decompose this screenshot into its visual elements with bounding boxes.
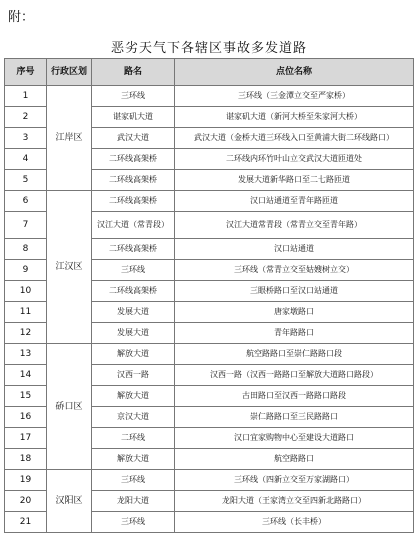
cell-road: 三环线 <box>92 470 175 491</box>
cell-road: 发展大道 <box>92 323 175 344</box>
cell-road: 三环线 <box>92 260 175 281</box>
cell-seq: 8 <box>5 239 47 260</box>
cell-location: 唐家墩路口 <box>175 302 414 323</box>
cell-seq: 11 <box>5 302 47 323</box>
cell-seq: 17 <box>5 428 47 449</box>
cell-road: 二环线高架桥 <box>92 191 175 212</box>
cell-seq: 12 <box>5 323 47 344</box>
table-row <box>5 191 414 212</box>
cell-location: 二环线内环竹叶山立交武汉大道匝道处 <box>175 149 414 170</box>
table-row <box>5 86 414 107</box>
cell-location: 青年路路口 <box>175 323 414 344</box>
cell-seq: 7 <box>5 212 47 239</box>
cell-seq: 5 <box>5 170 47 191</box>
cell-seq: 2 <box>5 107 47 128</box>
cell-location: 崇仁路路口至三民路路口 <box>175 407 414 428</box>
cell-seq: 15 <box>5 386 47 407</box>
cell-road: 龙阳大道 <box>92 491 175 512</box>
cell-road: 二环线 <box>92 428 175 449</box>
cell-seq: 19 <box>5 470 47 491</box>
accident-roads-table <box>4 58 414 533</box>
header-location: 点位名称 <box>175 59 414 86</box>
cell-road: 汉西一路 <box>92 365 175 386</box>
cell-seq: 20 <box>5 491 47 512</box>
cell-location: 汉西一路（汉西一路路口至解放大道路口路段） <box>175 365 414 386</box>
cell-district: 江岸区 <box>47 86 92 191</box>
table-row <box>5 344 414 365</box>
cell-seq: 6 <box>5 191 47 212</box>
cell-location: 汉口站通道至青年路匝道 <box>175 191 414 212</box>
cell-location: 三环线（常青立交至姑嫂树立交） <box>175 260 414 281</box>
cell-location: 谌家矶大道（新河大桥至朱家河大桥） <box>175 107 414 128</box>
cell-district: 汉阳区 <box>47 470 92 533</box>
table-row <box>5 470 414 491</box>
cell-location: 三眼桥路口至汉口站通道 <box>175 281 414 302</box>
cell-road: 发展大道 <box>92 302 175 323</box>
cell-road: 武汉大道 <box>92 128 175 149</box>
cell-seq: 10 <box>5 281 47 302</box>
cell-location: 航空路路口 <box>175 449 414 470</box>
cell-location: 汉口站通道 <box>175 239 414 260</box>
note-label: 附： <box>8 10 35 25</box>
cell-road: 二环线高架桥 <box>92 239 175 260</box>
cell-district: 江汉区 <box>47 191 92 344</box>
cell-road: 二环线高架桥 <box>92 281 175 302</box>
cell-seq: 1 <box>5 86 47 107</box>
cell-road: 京汉大道 <box>92 407 175 428</box>
cell-road: 三环线 <box>92 512 175 533</box>
cell-seq: 13 <box>5 344 47 365</box>
cell-location: 汉江大道常青段（常青立交至青年路） <box>175 212 414 239</box>
cell-location: 古田路口至汉西一路路口路段 <box>175 386 414 407</box>
cell-seq: 16 <box>5 407 47 428</box>
cell-location: 三环线（四新立交至万家湖路口） <box>175 470 414 491</box>
header-district: 行政区划 <box>47 59 92 86</box>
cell-seq: 3 <box>5 128 47 149</box>
cell-road: 三环线 <box>92 86 175 107</box>
cell-road: 解放大道 <box>92 344 175 365</box>
cell-seq: 4 <box>5 149 47 170</box>
cell-seq: 21 <box>5 512 47 533</box>
cell-location: 发展大道新华路口至二七路匝道 <box>175 170 414 191</box>
cell-district: 硚口区 <box>47 344 92 470</box>
cell-road: 二环线高架桥 <box>92 149 175 170</box>
cell-seq: 9 <box>5 260 47 281</box>
cell-location: 三环线（长丰桥） <box>175 512 414 533</box>
cell-location: 龙阳大道（王家湾立交至四新北路路口） <box>175 491 414 512</box>
cell-seq: 18 <box>5 449 47 470</box>
cell-road: 汉江大道（常青段） <box>92 212 175 239</box>
cell-location: 武汉大道（金桥大道三环线入口至黄浦大街二环线路口） <box>175 128 414 149</box>
cell-road: 二环线高架桥 <box>92 170 175 191</box>
cell-road: 解放大道 <box>92 449 175 470</box>
cell-seq: 14 <box>5 365 47 386</box>
header-road: 路名 <box>92 59 175 86</box>
cell-road: 谌家矶大道 <box>92 107 175 128</box>
cell-location: 航空路路口至崇仁路路口段 <box>175 344 414 365</box>
cell-location: 三环线（三金潭立交至严家桥） <box>175 86 414 107</box>
cell-road: 解放大道 <box>92 386 175 407</box>
cell-location: 汉口宜家购物中心至建设大道路口 <box>175 428 414 449</box>
table-header-row <box>5 59 414 86</box>
header-seq: 序号 <box>5 59 47 86</box>
document-title: 恶劣天气下各辖区事故多发道路 <box>110 41 307 56</box>
